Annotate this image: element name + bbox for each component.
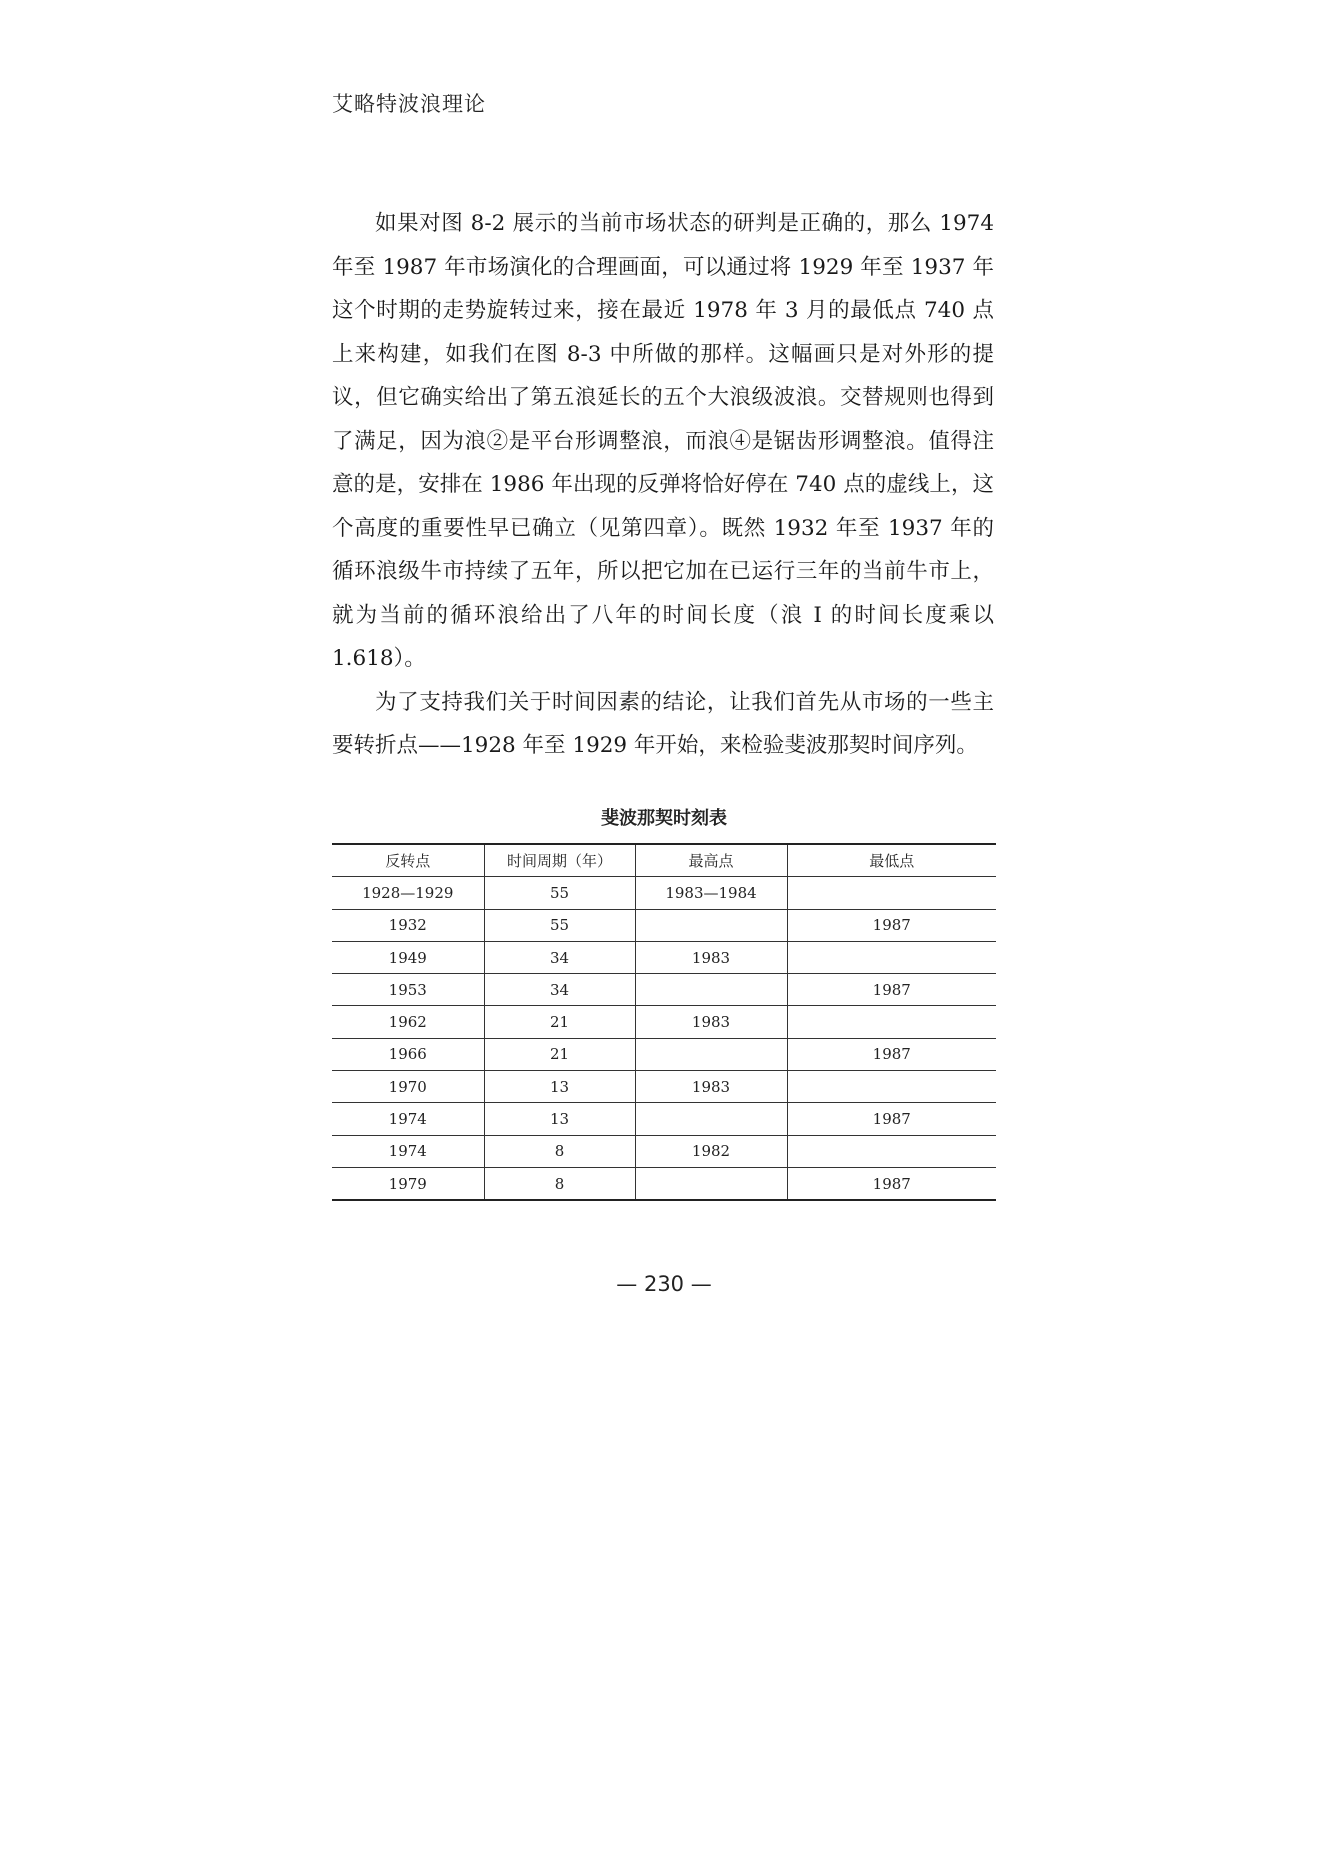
table-cell: 55 (484, 909, 635, 941)
table-cell: 1970 (332, 1071, 484, 1103)
column-header-low: 最低点 (787, 844, 996, 877)
table-cell: 1979 (332, 1167, 484, 1200)
table-row (332, 1006, 996, 1038)
table-row (332, 1038, 996, 1070)
table-cell: 13 (484, 1103, 635, 1135)
table-cell: 8 (484, 1135, 635, 1167)
column-header-time-period: 时间周期（年） (484, 844, 635, 877)
table-cell: 21 (484, 1038, 635, 1070)
table-cell: 1987 (787, 1038, 996, 1070)
paragraph: 为了支持我们关于时间因素的结论，让我们首先从市场的一些主要转折点——1928 年至 1929 年开始，来检验斐波那契时间序列。 (332, 689, 994, 758)
table-cell: 1962 (332, 1006, 484, 1038)
table-cell: 1987 (787, 974, 996, 1006)
table-cell (635, 909, 787, 941)
table-row (332, 1103, 996, 1135)
table-cell: 1982 (635, 1135, 787, 1167)
column-header-reversal-point: 反转点 (332, 844, 484, 877)
fibonacci-time-table (332, 843, 996, 1201)
table-cell: 1983 (635, 941, 787, 973)
table-cell (787, 941, 996, 973)
table-cell (635, 1103, 787, 1135)
column-header-high: 最高点 (635, 844, 787, 877)
paragraph: 如果对图 8-2 展示的当前市场状态的研判是正确的，那么 1974 年至 1987 年市场演化的合理画面，可以通过将 1929 年至 1937 年这个时期的走势旋转过来，接在最近 1978 年 3 月的最低点 740 点上来构建，如我们在图 8-3 中所做的那样。这幅画只是对外形的提议，但它确实给出了第五浪延长的五个大浪级波浪。交替规则也得到了满足，因为浪②是平台形调整浪，而浪④是锯齿形调整浪。值得注意的是，安排在 1986 年出现的反弹将恰好停在 740 点的虚线上，这个高度的重要性早已确立（见第四章）。既然 1932 年至 1937 年的循环浪级牛市持续了五年，所以把它加在已运行三年的当前牛市上，就为当前的循环浪给出了八年的时间长度（浪 I 的时间长度乘以 1.618）。 (332, 211, 994, 671)
table-cell: 1983—1984 (635, 877, 787, 909)
table-cell: 1932 (332, 909, 484, 941)
table-cell: 1974 (332, 1103, 484, 1135)
table-cell (635, 974, 787, 1006)
table-cell: 1983 (635, 1006, 787, 1038)
table-cell: 1987 (787, 1103, 996, 1135)
table-cell (635, 1167, 787, 1200)
table-cell: 1966 (332, 1038, 484, 1070)
table-row (332, 877, 996, 909)
table-cell (787, 1071, 996, 1103)
table-cell: 1987 (787, 909, 996, 941)
table-cell: 1987 (787, 1167, 996, 1200)
table-row (332, 941, 996, 973)
table-cell: 1983 (635, 1071, 787, 1103)
table-cell: 1949 (332, 941, 484, 973)
table-cell: 34 (484, 941, 635, 973)
table-cell: 13 (484, 1071, 635, 1103)
table-cell (635, 1038, 787, 1070)
table-cell (787, 1135, 996, 1167)
table-row (332, 974, 996, 1006)
body-text (332, 202, 994, 768)
table-cell: 8 (484, 1167, 635, 1200)
table-cell: 1928—1929 (332, 877, 484, 909)
table-cell (787, 877, 996, 909)
table-row (332, 909, 996, 941)
table-cell: 1953 (332, 974, 484, 1006)
page-number: — 230 — (616, 1272, 712, 1296)
table-cell: 1974 (332, 1135, 484, 1167)
table-cell: 55 (484, 877, 635, 909)
table-row (332, 1071, 996, 1103)
table-header-row (332, 844, 996, 877)
table-cell: 34 (484, 974, 635, 1006)
running-head-title: 艾略特波浪理论 (332, 92, 486, 116)
table-caption: 斐波那契时刻表 (601, 808, 727, 829)
table-row (332, 1167, 996, 1200)
table-cell: 21 (484, 1006, 635, 1038)
table-cell (787, 1006, 996, 1038)
table-row (332, 1135, 996, 1167)
